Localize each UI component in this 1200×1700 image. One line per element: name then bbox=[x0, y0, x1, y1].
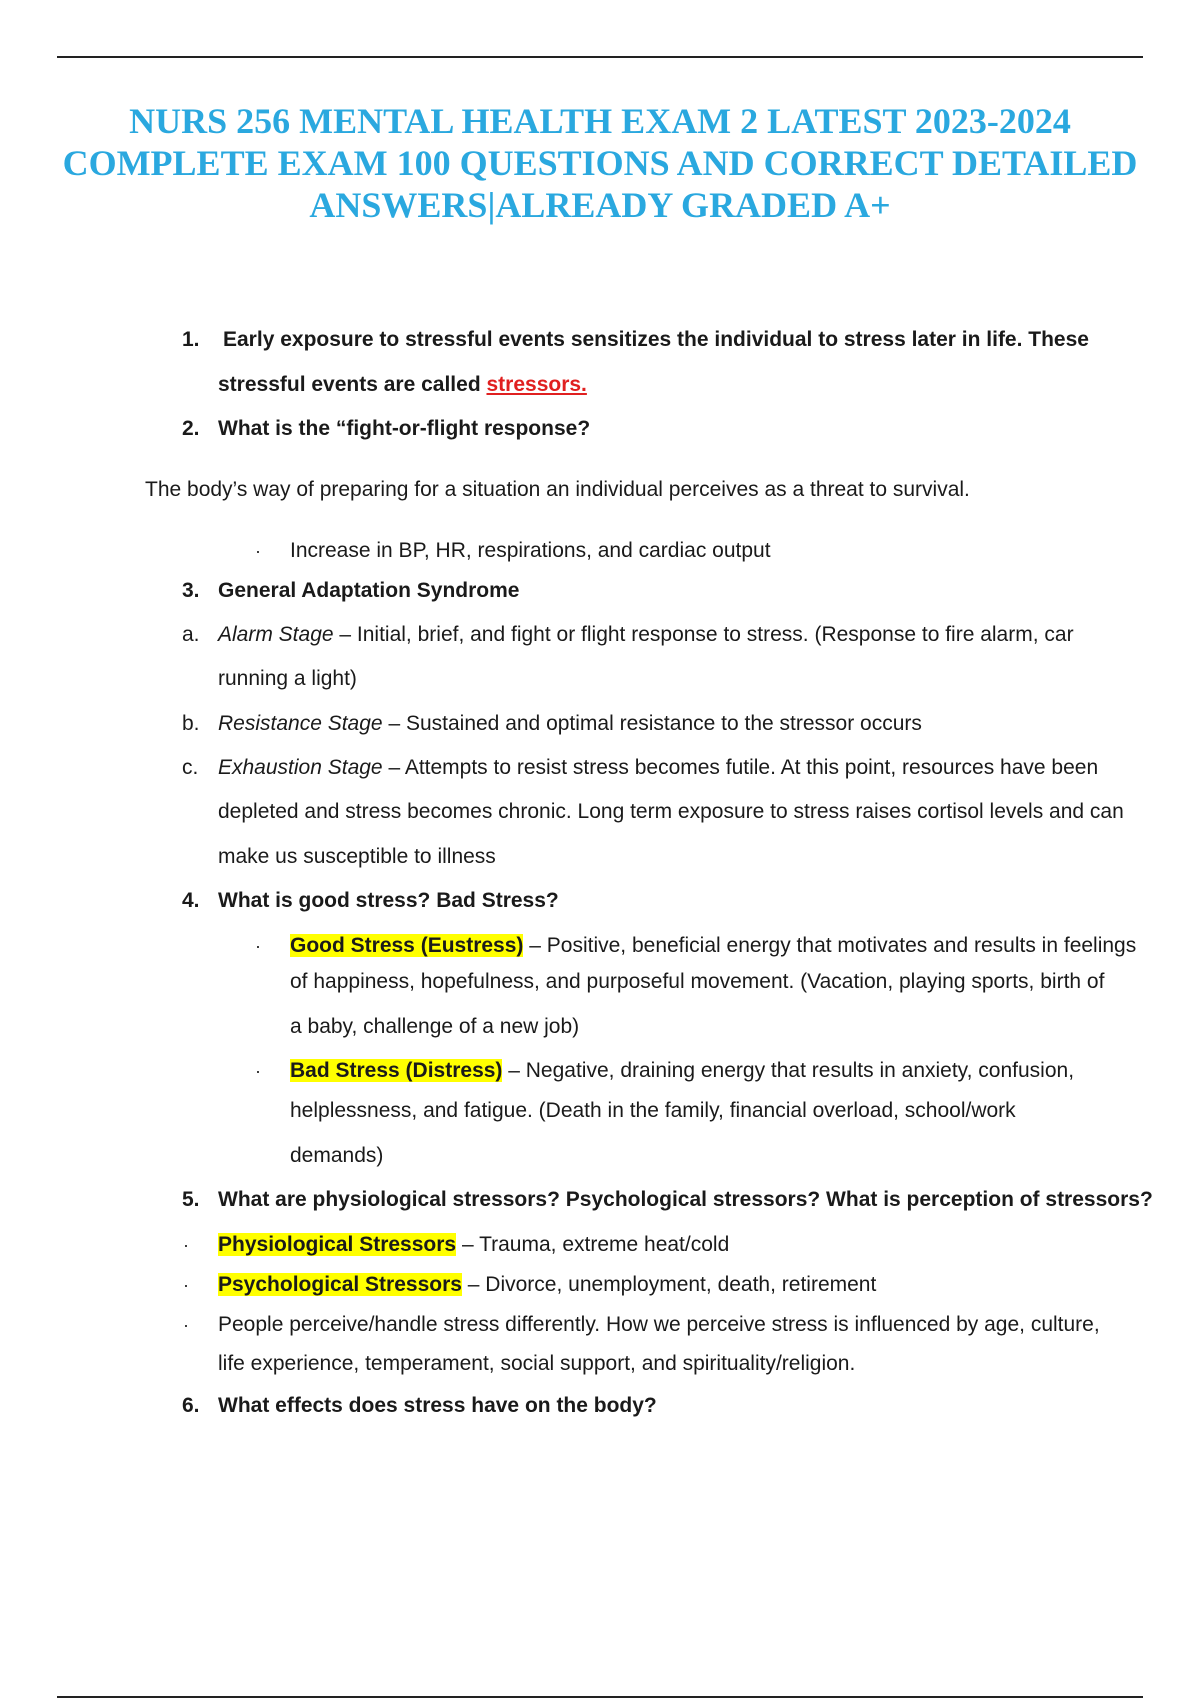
stage-text-continued: make us susceptible to illness bbox=[218, 845, 496, 868]
bullet-text: – Positive, beneficial energy that motivates and results in feelings bbox=[523, 934, 1137, 957]
stage-text: – Attempts to resist stress becomes futile. At this point, resources have been bbox=[382, 756, 1099, 779]
question-1-continued bbox=[218, 372, 587, 398]
highlighted-term: Psychological Stressors bbox=[218, 1273, 462, 1296]
title-line: NURS 256 MENTAL HEALTH EXAM 2 LATEST 2023-2024 bbox=[129, 101, 1071, 141]
stage-term: Exhaustion Stage bbox=[218, 756, 383, 779]
question-text: General Adaptation Syndrome bbox=[218, 579, 520, 602]
document-title bbox=[40, 100, 1160, 226]
item-letter: c. bbox=[182, 756, 199, 779]
highlighted-term: Bad Stress (Distress) bbox=[290, 1059, 503, 1082]
answer-term: stressors. bbox=[486, 373, 587, 396]
question-text: What are physiological stressors? Psychological stressors? What is perception of stressors? bbox=[218, 1188, 1153, 1211]
stage-text: – Initial, brief, and fight or flight response to stress. (Response to fire alarm, car bbox=[333, 623, 1074, 646]
stage-text-continued: depleted and stress becomes chronic. Long term exposure to stress raises cortisol levels and can bbox=[218, 800, 1124, 823]
question-text: What is the “fight-or-flight response? bbox=[218, 417, 591, 440]
question-number: 6. bbox=[182, 1394, 200, 1417]
bullet-text: – Divorce, unemployment, death, retirement bbox=[461, 1273, 877, 1296]
item-letter: b. bbox=[182, 712, 200, 735]
bullet-dot-icon: · bbox=[183, 1275, 189, 1295]
question-text: What effects does stress have on the body? bbox=[218, 1394, 657, 1417]
bullet-dot-icon: · bbox=[183, 1235, 189, 1255]
highlighted-term: Good Stress (Eustress) bbox=[290, 934, 524, 957]
bullet-text-continued: a baby, challenge of a new job) bbox=[290, 1015, 580, 1038]
title-line: ANSWERS|ALREADY GRADED A+ bbox=[309, 185, 891, 225]
bullet-dot-icon: · bbox=[255, 1061, 261, 1081]
bullet-text: – Trauma, extreme heat/cold bbox=[456, 1233, 730, 1256]
bullet-text-continued: demands) bbox=[290, 1144, 384, 1167]
stage-text-continued: running a light) bbox=[218, 667, 357, 690]
highlighted-term: Physiological Stressors bbox=[218, 1233, 457, 1256]
bullet-dot-icon: · bbox=[255, 936, 261, 956]
question-text: stressful events are called bbox=[218, 373, 487, 396]
title-line: COMPLETE EXAM 100 QUESTIONS AND CORRECT DETAILED bbox=[62, 143, 1138, 183]
bullet-text-continued: of happiness, hopefulness, and purposeful movement. (Vacation, playing sports, birth of bbox=[290, 970, 1105, 993]
question-number: 1. bbox=[182, 328, 200, 351]
answer-text: The body’s way of preparing for a situation an individual perceives as a threat to survival. bbox=[145, 478, 970, 501]
bullet-dot-icon: · bbox=[255, 541, 261, 561]
stage-term: Resistance Stage bbox=[218, 712, 383, 735]
question-number: 4. bbox=[182, 889, 200, 912]
question-number: 2. bbox=[182, 417, 200, 440]
question-number: 3. bbox=[182, 579, 200, 602]
bullet-text-continued: life experience, temperament, social support, and spirituality/religion. bbox=[218, 1352, 856, 1375]
bullet-dot-icon: · bbox=[183, 1315, 189, 1335]
bullet-text: People perceive/handle stress differently. How we perceive stress is influenced by age, culture, bbox=[218, 1313, 1100, 1336]
question-text: What is good stress? Bad Stress? bbox=[218, 889, 559, 912]
stage-term: Alarm Stage bbox=[218, 623, 334, 646]
bullet-text-continued: helplessness, and fatigue. (Death in the family, financial overload, school/work bbox=[290, 1099, 1016, 1122]
bottom-rule bbox=[57, 1696, 1143, 1698]
question-text: Early exposure to stressful events sensitizes the individual to stress later in life. These bbox=[223, 328, 1089, 351]
question-number: 5. bbox=[182, 1188, 200, 1211]
bullet-text: – Negative, draining energy that results in anxiety, confusion, bbox=[502, 1059, 1075, 1082]
stage-text: – Sustained and optimal resistance to the stressor occurs bbox=[382, 712, 922, 735]
top-rule bbox=[57, 56, 1143, 58]
item-letter: a. bbox=[182, 623, 200, 646]
bullet-text: Increase in BP, HR, respirations, and cardiac output bbox=[290, 539, 771, 562]
